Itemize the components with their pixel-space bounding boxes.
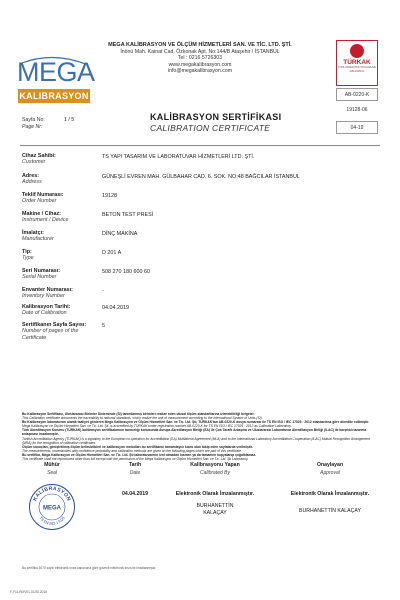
field-value-serial: 508 270 180 600 60 [102,269,150,275]
legal-p5-en: This certificate shall not reproduced other than full except with the permission of the Mega Kalibrasyon ve Ölçüm Hizmetleri San. ve Tic. Ltd. Şti Laboratory. [22,457,249,462]
field-label-type: Tip: Type [22,249,34,262]
approval-label-en: Approval [320,470,340,476]
field-label-order: Teklif Numarası: Order Number [22,192,64,205]
approval-label-tr: Onaylayan [316,462,344,468]
approval-name: BURHANETTİN KALAÇAY [299,508,361,514]
cert-number: 19128-06 [346,107,368,113]
company-web: www.megakalibrasyon.com [168,61,232,68]
turkak-code: AB-0220-K [349,69,365,73]
turkak-accreditation-logo [336,40,378,86]
company-info [100,42,300,75]
approval-note: Elektronik Olarak İmzalanmıştır. [290,491,370,497]
esign-footnote: Bu sertifika 5070 sayılı elektronik imza kanununa göre güvenli elektronik imza ile imzalanmıştır. [22,566,157,570]
legal-p2-en: Mega Kalibrasyon ve Ölçüm Hizmetleri San. ve Tic. Ltd. Şti. is accredited by TÜRKAK under registration number AB-0220-K for TS EN ISO / IEC 17025 : 2012 as Calibration Laboratory. [22,424,292,429]
field-label-instrument: Makine / Cihaz: Instrument / Device [22,211,69,224]
certificate-title-en: CALIBRATION CERTIFICATE [150,123,271,133]
legal-p4-tr: Ölçüm sonuçları, genişletilmiş ölçüm belirsizlikleri ve kalibrasyon metodları bu sertifikanın tamamlayıcı kısmı olan takip eden sayfalarda verilmiştir. [22,444,253,449]
seal-label-en: Seal [46,470,57,476]
calibrated-by-label-tr: Kalibrasyonu Yapan [190,462,240,468]
calibrated-by-label-en: Calibrated By [199,470,230,476]
date-label-tr: Tarih [128,462,142,468]
legal-p1-tr: Bu Kalibrasyon Sertifikası, Uluslararası Birimler Sisteminde (SI) tanımlanmış birimleri realize eden ulusal ölçüm standartlarına izlenebilirliği belgeler. [22,412,255,416]
field-value-inventory: - [102,288,104,294]
field-label-inventory: Envanter Numarası: Inventory Number [22,287,73,300]
legal-p2-tr: Bu Kalibrasyon laboratuvarı olarak faaliyet gösteren Mega Kalibrasyon ve Ölçüm Hizmetleri San. ve Tic. Ltd. Şti, TÜRKAK'tan AB-0220-K dosya numarası ile TS EN ISO / IEC 17025 : 2012 standardına göre akredite edilmiştir. [22,420,370,425]
signature-date: 04.04.2019 [122,491,148,497]
legal-p5-tr: Bu sertifika, Mega Kalibrasyon ve Ölçüm Hizmetleri San. ve Tic. Ltd. Şti laboratuvarının izni olmadan kısmen ya da tamamen kopyalanıp çoğaltılamaz. [22,452,256,457]
turkak-subtitle: TÜRK AKREDİTASYON KURUMU [337,66,377,69]
legal-p3-en: Turkish Accreditation Agency (TÜRKAK) is a signatory to the European co-operation for Accreditation (EA) Multilateral Agreement (MLA) and to the International Laboratory Accreditation Cooperation (ILAC) Mutual Recognition Arrangement (MRA) for the recognition of calibration certificates. [22,436,370,445]
company-email: info@megakalibrasyon.com [167,68,233,75]
company-logo [14,55,94,111]
company-address: İnönü Mah. Kainat Cad. Özkonak Apt. No:144/B Ataşehir / İSTANBUL [120,48,280,55]
calibrated-by-name: BURHANETTİN KALAÇAY [196,503,234,516]
field-label-serial: Seri Numarası: Serial Number [22,268,61,281]
legal-p3-tr: Türk Akreditasyon Kurumu (TÜRKAK) kalibrasyon sertifikalarının tanınırlığı konusunda Avrupa Akreditasyon Birliği (EA) ile Çok Taraflı Anlaşma ve Uluslararası Laboratuvar Akreditasyon Birliği (ILAC) ile karşılıklı tanınma anlaşması imzalamıştır. [22,428,367,437]
turkak-emblem-icon [350,44,364,58]
field-label-customer: Cihaz Sahibi: Customer [22,153,56,166]
field-value-pages: 5 [102,323,105,329]
seal-ring-text: KALİBRASYON [32,485,72,503]
legal-statements [22,412,380,461]
logo-kalibrasyon-text: KALIBRASYON [19,91,89,101]
field-value-instrument: BETON TEST PRESİ [102,212,154,218]
accreditation-code-box: AB-0220-K [336,88,378,101]
field-value-type: D 201 A [102,250,122,256]
company-seal-icon [28,483,76,531]
divider [20,145,380,146]
field-value-manufacturer: DİNÇ MAKİNA [102,231,138,237]
svg-text:TS EN ISO 17025 [38,516,65,526]
company-phone: Tel : 0216 5726303 [177,55,223,62]
field-value-cal-date: 04.04.2019 [102,305,129,311]
field-value-customer: TS YAPI TASARIM VE LABORATUVAR HİZMETLERİ LTD. ŞTİ. [102,154,255,160]
certificate-title-tr: KALİBRASYON SERTİFİKASI [150,112,282,122]
page-label-tr: Sayfa No: [22,117,45,123]
turkak-name: TÜRKAK [343,59,371,66]
form-code: F-F11-R0/V01-01/30.2018 [10,590,47,594]
date-label-en: Date [129,470,141,476]
logo-mega-text: MEGA [17,57,95,87]
seal-center-text: MEGA [43,505,61,512]
seal-bottom-text: TS EN ISO 17025 [38,516,66,527]
field-label-pages: Sertifikanın Sayfa Sayısı: Number of pages of the Certificate [22,322,87,341]
field-value-order: 19128 [102,193,117,199]
page-number: 1 / 5 [64,117,75,123]
field-label-address: Adres: Address [22,173,42,186]
field-value-address: GÜNEŞLİ EVREN MAH. GÜLBAHAR CAD. 6. SOK. NO:48 BAĞCILAR İSTANBUL [102,174,300,180]
calibrated-by-note: Elektronik Olarak İmzalanmıştır. [175,491,255,497]
seal-label-tr: Mühür [44,462,60,468]
legal-p1-en: This Calibration certificate documents the traceability to national standards, which realize the unit of measurement according to the International System of Units (SI). [22,416,263,421]
field-label-manufacturer: İmalatçı: Manufacturer [22,230,54,243]
legal-p4-en: The measurements, uncertainties with confidence probability and calibration methods are given on the following pages which are part of this certificate. [22,448,242,453]
field-label-cal-date: Kalibrasyon Tarihi: Date of Calibration [22,304,71,317]
page-label-en: Page Nr: [22,124,43,130]
date-code-box: 04-19 [336,121,378,134]
company-name: MEGA KALİBRASYON VE ÖLÇÜM HİZMETLERİ SAN. VE TİC. LTD. ŞTİ. [108,42,292,48]
